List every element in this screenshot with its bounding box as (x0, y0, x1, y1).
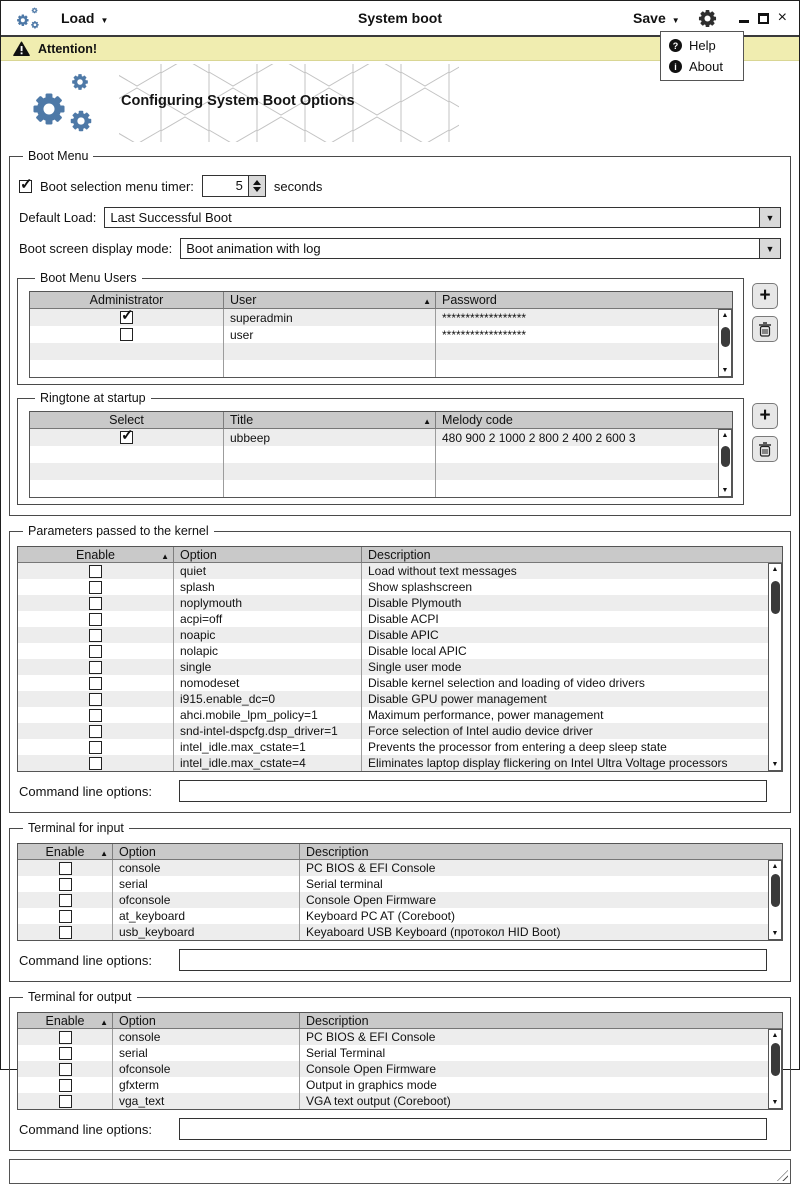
timer-value: 5 (235, 178, 243, 193)
app-gears-icon (13, 5, 41, 31)
scroll-up-icon[interactable]: ▲ (771, 863, 779, 870)
scroll-up-icon[interactable]: ▲ (771, 566, 779, 573)
column-header[interactable]: Melody code (442, 413, 513, 427)
table-row[interactable] (18, 579, 782, 595)
maximize-button[interactable] (758, 13, 769, 24)
scroll-thumb[interactable] (721, 327, 730, 346)
column-header[interactable]: Description (368, 547, 431, 562)
chevron-down-icon[interactable] (759, 239, 780, 258)
row-checkbox[interactable] (89, 629, 102, 642)
users-table-scrollbar[interactable] (718, 309, 732, 377)
table-row[interactable] (18, 707, 782, 723)
terminal-output-section (9, 990, 791, 1151)
row-checkbox[interactable] (120, 431, 133, 444)
row-checkbox[interactable] (89, 565, 102, 578)
delete-ringtone-button[interactable] (752, 436, 778, 462)
column-header[interactable]: Administrator (30, 292, 224, 308)
table-cell: Serial terminal (306, 877, 383, 891)
column-header[interactable]: Enable ▲ (18, 844, 113, 859)
close-icon: × (777, 9, 787, 26)
scroll-up-icon[interactable]: ▲ (721, 312, 729, 319)
table-cell: Disable ACPI (368, 612, 439, 626)
scroll-down-icon[interactable]: ▼ (771, 930, 779, 937)
table-cell: ubbeep (224, 429, 436, 446)
row-checkbox[interactable] (59, 926, 72, 939)
table-cell: Disable GPU power management (368, 692, 547, 706)
table-row[interactable] (18, 595, 782, 611)
terminal-input-scrollbar[interactable] (768, 860, 782, 940)
users-legend: Boot Menu Users (40, 271, 137, 285)
timer-label: Boot selection menu timer: (40, 178, 194, 194)
scroll-up-icon[interactable]: ▲ (721, 432, 729, 439)
table-row[interactable] (18, 755, 782, 771)
terminal-input-cmdline-input[interactable] (179, 949, 767, 971)
add-user-button[interactable] (752, 283, 778, 309)
row-checkbox[interactable] (89, 725, 102, 738)
table-cell: Serial Terminal (306, 1046, 386, 1060)
chevron-down-icon (100, 10, 108, 26)
table-cell: splash (174, 579, 362, 595)
table-cell: nomodeset (174, 675, 362, 691)
table-row[interactable] (18, 1061, 782, 1077)
table-cell: quiet (174, 563, 362, 579)
terminal-output-cmdline-input[interactable] (179, 1118, 767, 1140)
table-cell: serial (113, 876, 300, 892)
table-row (30, 343, 732, 360)
row-checkbox[interactable] (59, 894, 72, 907)
table-cell: Keyboard PC AT (Coreboot) (306, 909, 455, 923)
menu-item-label: About (689, 59, 723, 74)
table-cell: i915.enable_dc=0 (174, 691, 362, 707)
users-table (29, 291, 733, 378)
table-cell: usb_keyboard (113, 924, 300, 940)
table-cell: gfxterm (113, 1077, 300, 1093)
terminal-input-section (9, 821, 791, 982)
table-row[interactable] (18, 924, 782, 940)
attention-label: Attention! (38, 41, 98, 56)
table-cell: Keyaboard USB Keyboard (протокол HID Boot) (306, 925, 561, 939)
close-button[interactable] (777, 9, 787, 26)
minimize-button[interactable] (739, 14, 749, 23)
table-row (30, 446, 732, 463)
row-checkbox[interactable] (59, 1079, 72, 1092)
scroll-thumb[interactable] (771, 1043, 780, 1075)
maximize-icon (758, 13, 769, 24)
default-load-label: Default Load: (19, 210, 97, 225)
chevron-down-icon[interactable] (759, 208, 780, 227)
terminal-output-legend: Terminal for output (28, 990, 132, 1004)
row-checkbox[interactable] (89, 613, 102, 626)
plus-icon (759, 289, 770, 304)
spinner-arrows-icon[interactable] (248, 176, 265, 196)
menu-item-label: Help (689, 38, 716, 53)
help-icon: ? (669, 39, 682, 52)
kernel-legend: Parameters passed to the kernel (28, 524, 209, 538)
table-row[interactable] (18, 1077, 782, 1093)
row-checkbox[interactable] (59, 1063, 72, 1076)
table-row[interactable] (18, 675, 782, 691)
column-header[interactable]: Option (113, 1013, 300, 1028)
table-cell: Eliminates laptop display flickering on Intel Ultra Voltage processors (368, 756, 728, 770)
scroll-thumb[interactable] (721, 446, 730, 467)
hex-pattern-banner (119, 64, 459, 142)
table-row[interactable] (18, 892, 782, 908)
table-cell: acpi=off (174, 611, 362, 627)
table-cell: Disable kernel selection and loading of video drivers (368, 676, 645, 690)
minimize-icon (739, 20, 749, 23)
table-cell: Disable local APIC (368, 644, 467, 658)
table-cell: ofconsole (113, 892, 300, 908)
combobox-value: Last Successful Boot (110, 210, 232, 225)
row-checkbox[interactable] (89, 757, 102, 770)
row-checkbox[interactable] (89, 597, 102, 610)
trash-icon (758, 322, 772, 337)
delete-user-button[interactable] (752, 316, 778, 342)
app-menu-popup (660, 31, 744, 81)
column-header[interactable]: Title ▲ (224, 412, 436, 428)
table-row[interactable] (18, 1045, 782, 1061)
table-cell: noplymouth (174, 595, 362, 611)
kernel-table-scrollbar[interactable] (768, 563, 782, 771)
table-row[interactable] (30, 309, 732, 326)
table-cell: single (174, 659, 362, 675)
table-cell: Load without text messages (368, 564, 517, 578)
table-cell: Console Open Firmware (306, 893, 437, 907)
table-row[interactable] (30, 429, 732, 446)
table-cell: console (113, 1029, 300, 1045)
row-checkbox[interactable] (120, 311, 133, 324)
table-cell: PC BIOS & EFI Console (306, 1030, 436, 1044)
table-cell: serial (113, 1045, 300, 1061)
timer-spinbox[interactable] (202, 175, 266, 197)
table-row[interactable] (18, 1029, 782, 1045)
scroll-down-icon[interactable]: ▼ (721, 367, 729, 374)
column-header[interactable]: Select (30, 412, 224, 428)
row-checkbox[interactable] (59, 910, 72, 923)
table-cell: vga_text (113, 1093, 300, 1109)
kernel-params-section (9, 524, 791, 813)
table-cell: console (113, 860, 300, 876)
table-cell: intel_idle.max_cstate=1 (174, 739, 362, 755)
table-cell: at_keyboard (113, 908, 300, 924)
column-header[interactable]: Description (306, 844, 369, 859)
resize-grip-icon[interactable] (777, 1170, 788, 1181)
terminal-input-table (17, 843, 783, 941)
save-menu-button[interactable] (633, 10, 680, 26)
row-checkbox[interactable] (89, 709, 102, 722)
table-cell: 480 900 2 1000 2 800 2 400 2 600 3 (442, 430, 636, 445)
ringtone-table-scrollbar[interactable] (718, 429, 732, 497)
display-mode-label: Boot screen display mode: (19, 241, 173, 256)
chevron-down-icon (672, 10, 680, 26)
table-row[interactable] (18, 739, 782, 755)
table-cell: ahci.mobile_lpm_policy=1 (174, 707, 362, 723)
table-cell: superadmin (224, 309, 436, 326)
table-cell: Force selection of Intel audio device driver (368, 724, 593, 738)
scroll-down-icon[interactable]: ▼ (721, 487, 729, 494)
cmdline-label: Command line options: (19, 783, 152, 799)
sort-asc-icon (423, 293, 431, 307)
table-cell: Console Open Firmware (306, 1062, 437, 1076)
table-row[interactable] (18, 643, 782, 659)
column-header[interactable]: Description (306, 1013, 369, 1028)
notes-textarea[interactable] (9, 1159, 791, 1184)
table-row[interactable] (18, 611, 782, 627)
load-menu-button[interactable] (61, 10, 108, 26)
row-checkbox[interactable] (89, 741, 102, 754)
cmdline-label: Command line options: (19, 1121, 152, 1137)
row-checkbox[interactable] (59, 878, 72, 891)
table-cell: snd-intel-dspcfg.dsp_driver=1 (174, 723, 362, 739)
table-cell: Disable APIC (368, 628, 439, 642)
table-row[interactable] (18, 627, 782, 643)
warning-icon (13, 41, 30, 57)
scroll-thumb[interactable] (771, 874, 780, 906)
table-row[interactable] (30, 326, 732, 343)
boot-menu-users-section (17, 271, 744, 385)
menu-item-help[interactable] (661, 35, 743, 56)
column-header[interactable]: Option (113, 844, 300, 859)
column-header[interactable]: Enable ▲ (18, 1013, 113, 1028)
cmdline-label: Command line options: (19, 952, 152, 968)
table-cell: VGA text output (Coreboot) (306, 1094, 451, 1108)
table-row (30, 480, 732, 497)
table-cell: nolapic (174, 643, 362, 659)
ringtone-table (29, 411, 733, 498)
settings-gear-icon[interactable] (698, 9, 717, 28)
table-row[interactable] (18, 876, 782, 892)
window-title: System boot (357, 10, 442, 26)
table-cell: ****************** (442, 327, 527, 342)
terminal-input-legend: Terminal for input (28, 821, 124, 835)
gears-logo (23, 69, 97, 137)
timer-unit-label: seconds (273, 178, 323, 194)
table-cell: Maximum performance, power management (368, 708, 604, 722)
scroll-thumb[interactable] (771, 581, 780, 614)
table-row[interactable] (18, 723, 782, 739)
table-row[interactable] (18, 563, 782, 579)
table-cell: ****************** (442, 310, 527, 325)
load-menu-label: Load (61, 10, 95, 26)
add-ringtone-button[interactable] (752, 403, 778, 429)
kernel-table (17, 546, 783, 772)
scroll-down-icon[interactable]: ▼ (771, 761, 779, 768)
default-load-combobox[interactable] (104, 207, 781, 228)
kernel-cmdline-input[interactable] (179, 780, 767, 802)
column-header[interactable]: Enable ▲ (18, 547, 174, 562)
row-checkbox[interactable] (89, 693, 102, 706)
boot-menu-section (9, 149, 791, 516)
table-cell: Prevents the processor from entering a deep sleep state (368, 740, 667, 754)
sort-asc-icon (100, 845, 108, 859)
table-cell: Single user mode (368, 660, 462, 674)
table-row[interactable] (18, 659, 782, 675)
row-checkbox[interactable] (59, 1031, 72, 1044)
sort-asc-icon (161, 548, 169, 562)
table-cell: intel_idle.max_cstate=4 (174, 755, 362, 771)
scroll-up-icon[interactable]: ▲ (771, 1032, 779, 1039)
row-checkbox[interactable] (59, 862, 72, 875)
save-menu-label: Save (633, 10, 666, 26)
column-header[interactable]: Option (174, 547, 362, 562)
table-cell: Show splashscreen (368, 580, 473, 594)
menu-item-about[interactable] (661, 56, 743, 77)
table-row (30, 360, 732, 377)
row-checkbox[interactable] (89, 581, 102, 594)
scroll-down-icon[interactable]: ▼ (771, 1099, 779, 1106)
row-checkbox[interactable] (89, 645, 102, 658)
timer-checkbox[interactable] (19, 180, 32, 193)
row-checkbox[interactable] (59, 1047, 72, 1060)
table-row (30, 463, 732, 480)
display-mode-combobox[interactable] (180, 238, 781, 259)
sort-asc-icon (423, 413, 431, 427)
column-header[interactable]: Password (442, 293, 497, 307)
table-cell: user (224, 326, 436, 343)
page-title: Configuring System Boot Options (121, 93, 355, 109)
plus-icon (759, 409, 770, 424)
table-row[interactable] (18, 908, 782, 924)
table-row[interactable] (18, 860, 782, 876)
table-cell: Output in graphics mode (306, 1078, 437, 1092)
terminal-output-scrollbar[interactable] (768, 1029, 782, 1109)
row-checkbox[interactable] (89, 661, 102, 674)
row-checkbox[interactable] (120, 328, 133, 341)
row-checkbox[interactable] (89, 677, 102, 690)
table-cell: noapic (174, 627, 362, 643)
table-cell: PC BIOS & EFI Console (306, 861, 436, 875)
ringtone-legend: Ringtone at startup (40, 391, 146, 405)
table-cell: ofconsole (113, 1061, 300, 1077)
ringtone-section (17, 391, 744, 505)
boot-menu-legend: Boot Menu (28, 149, 89, 163)
terminal-output-table (17, 1012, 783, 1110)
table-row[interactable] (18, 1093, 782, 1109)
row-checkbox[interactable] (59, 1095, 72, 1108)
info-icon: i (669, 60, 682, 73)
table-cell: Disable Plymouth (368, 596, 462, 610)
trash-icon (758, 442, 772, 457)
sort-asc-icon (100, 1014, 108, 1028)
combobox-value: Boot animation with log (186, 241, 321, 256)
column-header[interactable]: User ▲ (224, 292, 436, 308)
table-row[interactable] (18, 691, 782, 707)
